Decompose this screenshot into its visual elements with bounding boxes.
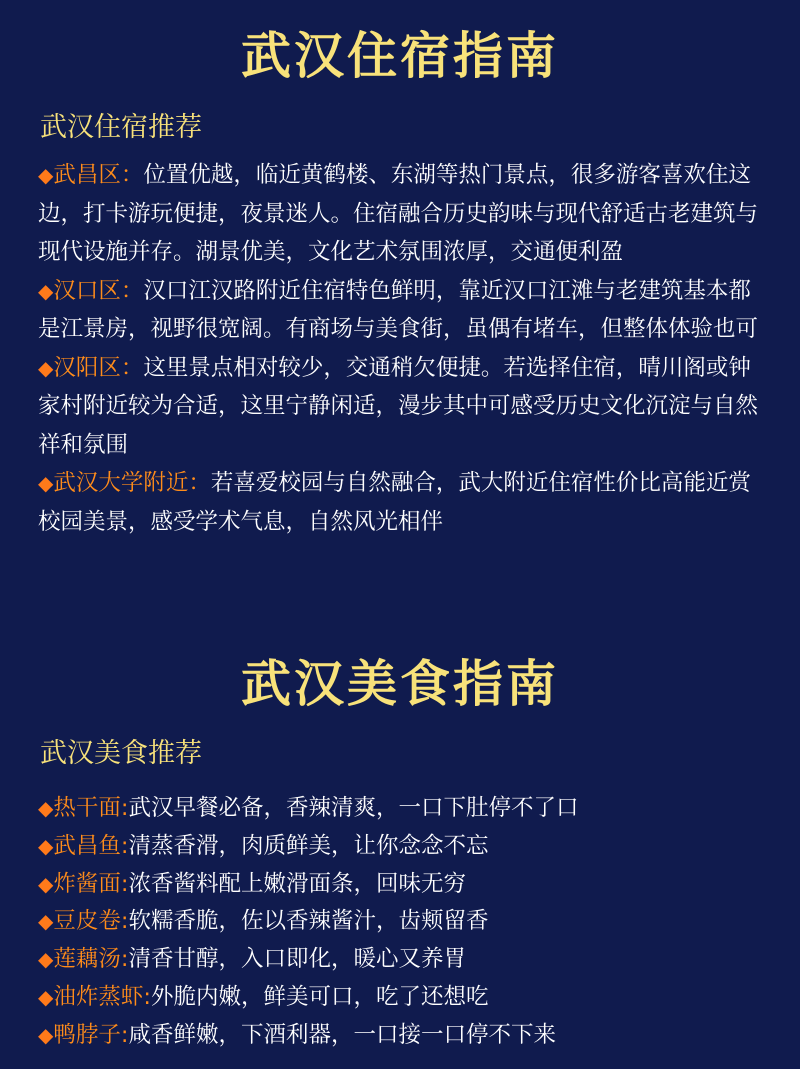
area-description: 位置优越，临近黄鹤楼、东湖等热门景点，很多游客喜欢住这边，打卡游玩便捷，夜景迷人。住宿融合历史韵味与现代舒适古老建筑与现代设施并存。湖景优美，文化艺术氛围浓厚，交通便利盈 [38,162,759,265]
lodging-area-whu [38,464,760,541]
food-list [38,790,768,1055]
area-description: 若喜爱校园与自然融合，武大附近住宿性价比高能近赏校园美景，感受学术气息，自然风光相伴 [38,470,751,535]
diamond-bullet-icon: ◆ [38,833,54,858]
diamond-bullet-icon: ◆ [38,871,54,896]
diamond-bullet-icon: ◆ [38,1022,54,1047]
diamond-bullet-icon: ◆ [38,471,54,495]
food-description: 软糯香脆，佐以香辣酱汁，齿颊留香 [128,908,489,935]
lodging-area-wuchang [38,156,760,272]
food-description: 外脆内嫩，鲜美可口，吃了还想吃 [150,983,489,1010]
food-description: 咸香鲜嫩，下酒利器，一口接一口停不下来 [128,1021,556,1048]
lodging-recommend-subtitle: 武汉住宿推荐 [40,112,202,143]
diamond-bullet-icon: ◆ [38,796,54,820]
lodging-area-list [38,156,760,541]
area-label: 武昌区： [53,162,144,188]
food-description: 武汉早餐必备，香辣清爽，一口下肚停不了口 [128,795,579,821]
food-item-duck-neck [38,1017,768,1055]
food-label: 武昌鱼: [53,832,129,859]
food-label: 热干面: [53,795,129,821]
area-label: 汉口区： [53,277,144,304]
food-description: 浓香酱料配上嫩滑面条，回味无穷 [128,870,466,897]
food-label: 油炸蒸虾: [53,983,151,1010]
lodging-area-hankou [38,272,760,349]
food-item-fried-shrimp [38,979,768,1017]
food-item-zhajiangmian [38,866,768,904]
diamond-bullet-icon: ◆ [38,163,54,187]
food-item-doupijuan [38,903,768,941]
food-label: 鸭脖子: [53,1021,129,1048]
food-recommend-subtitle: 武汉美食推荐 [40,738,202,769]
diamond-bullet-icon: ◆ [38,355,54,380]
food-guide-title: 武汉美食指南 [241,655,559,713]
diamond-bullet-icon: ◆ [38,947,54,972]
food-description: 清香甘醇，入口即化，暖心又养胃 [128,946,466,973]
food-label: 莲藕汤: [53,946,129,973]
diamond-bullet-icon: ◆ [38,909,54,934]
area-label: 武汉大学附近： [53,470,211,496]
area-description: 这里景点相对较少，交通稍欠便捷。若选择住宿，晴川阁或钟家村附近较为合适，这里宁静闲适，漫步其中可感受历史文化沉淀与自然祥和氛围 [38,354,759,458]
area-description: 汉口江汉路附近住宿特色鲜明，靠近汉口江滩与老建筑基本都是江景房，视野很宽阔。有商场与美食街，虽偶有堵车，但整体体验也可 [38,277,759,342]
food-item-reganmian [38,790,768,828]
lodging-guide-title: 武汉住宿指南 [241,27,559,85]
lodging-area-hanyang [38,349,760,465]
food-label: 炸酱面: [53,870,129,897]
food-label: 豆皮卷: [53,908,129,935]
diamond-bullet-icon: ◆ [38,278,54,303]
food-item-lianoutang [38,941,768,979]
diamond-bullet-icon: ◆ [38,984,54,1009]
food-description: 清蒸香滑，肉质鲜美，让你念念不忘 [128,832,489,859]
food-item-wuchangyu [38,828,768,866]
area-label: 汉阳区： [53,354,144,381]
